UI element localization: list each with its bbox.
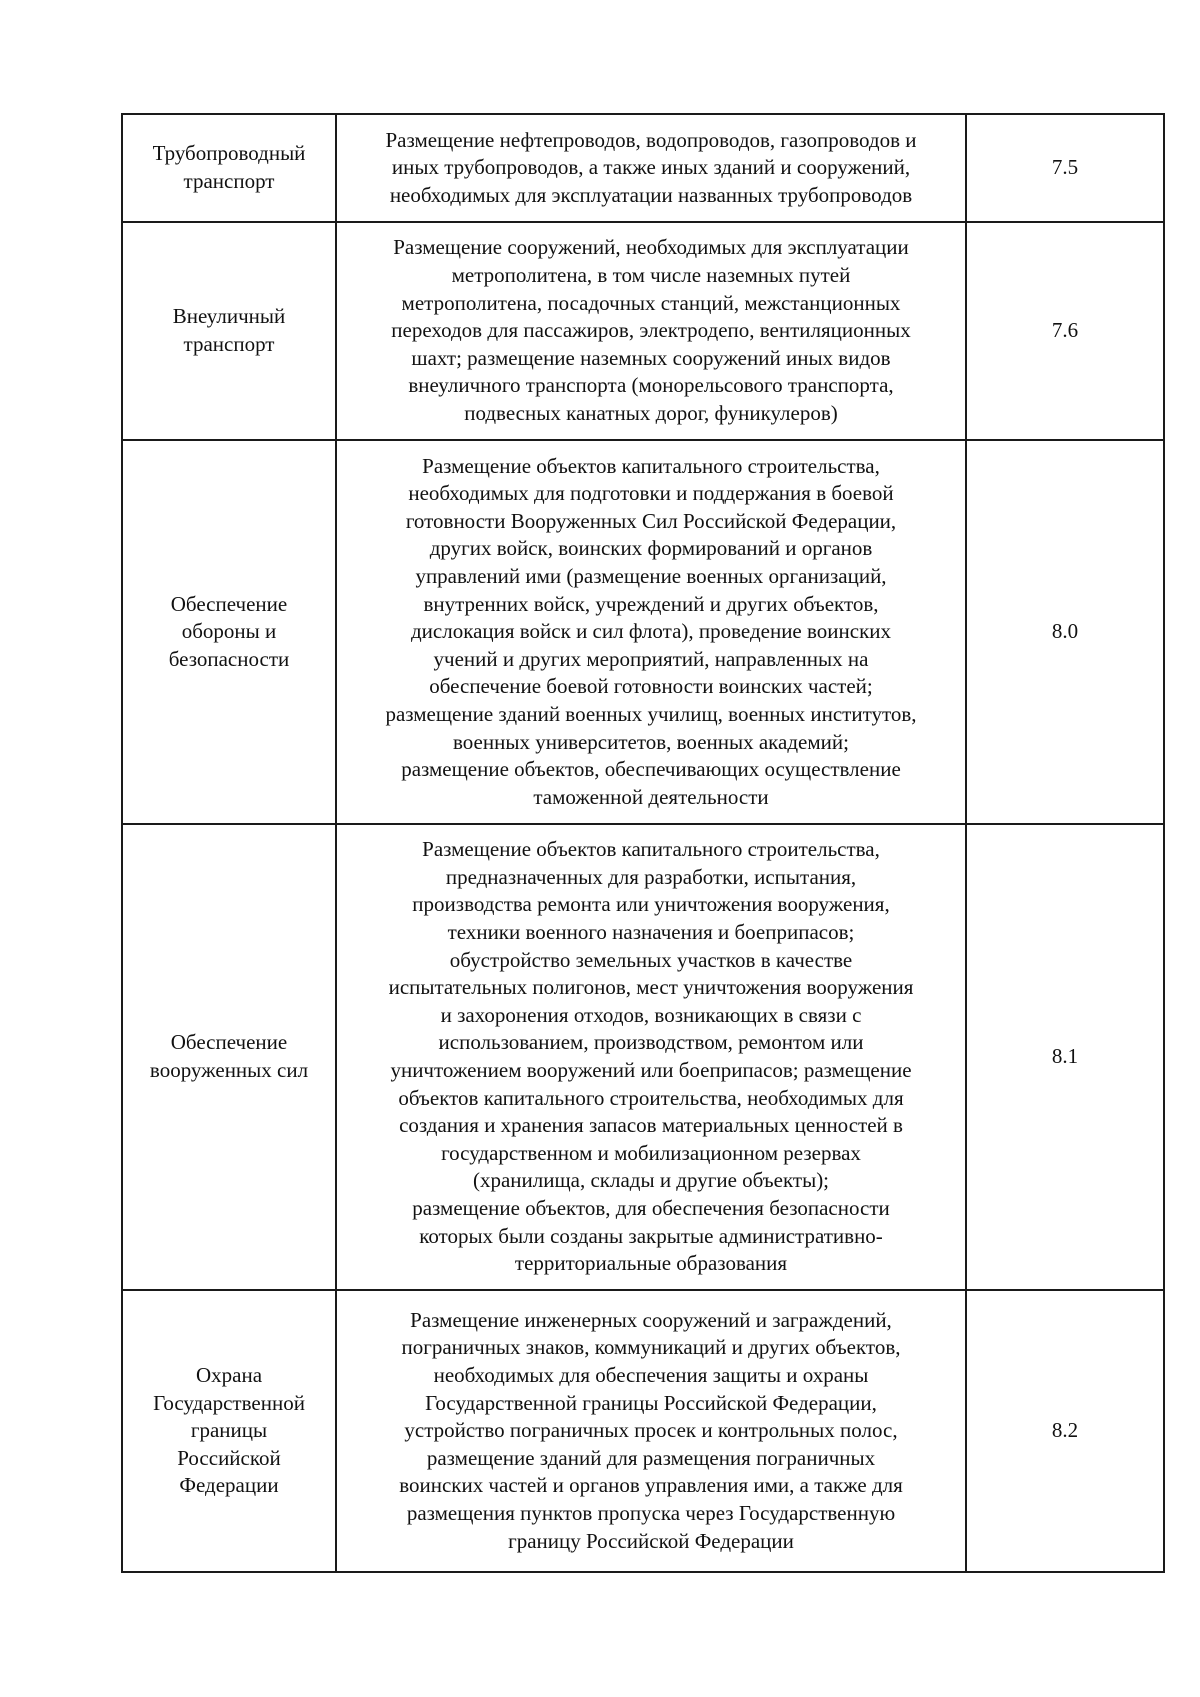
activity-name-line: обороны и — [181, 619, 277, 644]
activity-name-line: вооруженных сил — [149, 1058, 309, 1082]
land-use-table — [121, 113, 1165, 1573]
activity-description-cell — [336, 1290, 966, 1572]
description-line: необходимых для обеспечения защиты и охраны — [433, 1363, 869, 1388]
description-line: управлений ими (размещение военных организаций, — [415, 564, 887, 589]
description-line: Размещение инженерных сооружений и заграждений, — [410, 1307, 892, 1332]
description-line: уничтожением вооружений или боеприпасов; размещение — [390, 1058, 912, 1082]
description-line: Размещение объектов капитального строительства, — [422, 453, 880, 478]
description-line: обустройство земельных участков в качестве — [449, 947, 853, 972]
activity-code: 7.5 — [1051, 155, 1079, 180]
description-line: испытательных полигонов, мест уничтожения вооружения — [388, 975, 914, 1000]
activity-code: 8.0 — [1051, 619, 1079, 644]
activity-code-cell — [966, 222, 1164, 440]
activity-name-line: Обеспечение — [170, 591, 288, 616]
description-line: использованием, производством, ремонтом или — [438, 1030, 864, 1055]
activity-code-cell — [966, 824, 1164, 1290]
description-line: переходов для пассажиров, электродепо, вентиляционных — [391, 318, 911, 343]
description-line: обеспечение боевой готовности воинских частей; — [429, 674, 873, 699]
description-line: необходимых для подготовки и поддержания в боевой — [408, 481, 894, 506]
activity-name-line: Охрана — [195, 1363, 263, 1388]
description-line: размещение объектов, обеспечивающих осуществление — [401, 757, 901, 782]
description-line: объектов капитального строительства, необходимых для — [398, 1085, 904, 1110]
description-line: границу Российской Федерации — [508, 1528, 794, 1553]
table-row — [122, 440, 1164, 824]
description-line: размещение объектов, для обеспечения безопасности — [412, 1195, 890, 1220]
activity-code: 8.2 — [1051, 1418, 1079, 1443]
activity-name-line: Федерации — [179, 1473, 279, 1498]
activity-code: 8.1 — [1051, 1044, 1079, 1069]
description-line: учений и других мероприятий, направленных на — [433, 646, 869, 671]
description-line: создания и хранения запасов материальных ценностей в — [399, 1113, 903, 1138]
description-line: иных трубопроводов, а также иных зданий и сооружений, — [391, 155, 911, 180]
description-line: территориальные образования — [514, 1251, 788, 1276]
description-line: размещения пунктов пропуска через Государственную — [406, 1500, 896, 1525]
activity-description-cell — [336, 440, 966, 824]
table-row — [122, 1290, 1164, 1572]
description-line: метрополитена, в том числе наземных путей — [451, 263, 851, 288]
activity-name-line: безопасности — [168, 646, 290, 671]
activity-name-line: транспорт — [183, 332, 275, 356]
description-line: необходимых для эксплуатации названных трубопроводов — [389, 182, 913, 207]
description-line: предназначенных для разработки, испытания, — [445, 864, 857, 889]
activity-name-cell — [122, 114, 336, 222]
activity-name-line: Внеуличный — [172, 304, 286, 329]
description-line: устройство пограничных просек и контрольных полос, — [404, 1418, 898, 1443]
table-row — [122, 114, 1164, 222]
activity-code-cell — [966, 440, 1164, 824]
activity-name-line: Российской — [177, 1445, 281, 1470]
activity-code-cell — [966, 1290, 1164, 1572]
activity-name-line: Обеспечение — [170, 1030, 288, 1055]
description-line: готовности Вооруженных Сил Российской Федерации, — [405, 508, 897, 533]
activity-description-cell — [336, 114, 966, 222]
activity-name-line: транспорт — [183, 169, 275, 193]
description-line: размещение зданий военных училищ, военных институтов, — [385, 701, 917, 726]
activity-name-line: Государственной — [153, 1390, 305, 1415]
description-line: таможенной деятельности — [533, 784, 769, 809]
activity-name-line: Трубопроводный — [152, 141, 306, 166]
description-line: шахт; размещение наземных сооружений иных видов — [411, 345, 891, 370]
description-line: производства ремонта или уничтожения вооружения, — [412, 892, 890, 917]
activity-name-cell — [122, 1290, 336, 1572]
description-line: государственном и мобилизационном резервах — [441, 1140, 861, 1165]
description-line: воинских частей и органов управления ими, а также для — [399, 1473, 903, 1498]
activity-description-cell — [336, 824, 966, 1290]
description-line: и захоронения отходов, возникающих в связи с — [440, 1002, 862, 1027]
description-line: внеуличного транспорта (монорельсового транспорта, — [408, 373, 894, 398]
description-line: метрополитена, посадочных станций, межстанционных — [401, 290, 901, 315]
description-line: Размещение сооружений, необходимых для эксплуатации — [393, 235, 909, 260]
activity-name-cell — [122, 222, 336, 440]
table-row — [122, 222, 1164, 440]
activity-name-cell — [122, 440, 336, 824]
description-line: военных университетов, военных академий; — [453, 729, 849, 754]
description-line: (хранилища, склады и другие объекты); — [472, 1168, 830, 1193]
activity-name-cell — [122, 824, 336, 1290]
description-line: размещение зданий для размещения пограничных — [426, 1445, 876, 1470]
description-line: Государственной границы Российской Федерации, — [425, 1390, 877, 1415]
description-line: дислокация войск и сил флота), проведение воинских — [410, 619, 892, 644]
description-line: Размещение нефтепроводов, водопроводов, газопроводов и — [385, 127, 917, 152]
description-line: пограничных знаков, коммуникаций и других объектов, — [401, 1335, 901, 1360]
activity-code-cell — [966, 114, 1164, 222]
description-line: подвесных канатных дорог, фуникулеров) — [464, 400, 838, 425]
description-line: других войск, воинских формирований и органов — [429, 536, 873, 561]
table-row — [122, 824, 1164, 1290]
description-line: внутренних войск, учреждений и других объектов, — [423, 591, 879, 616]
description-line: Размещение объектов капитального строительства, — [422, 837, 880, 862]
activity-description-cell — [336, 222, 966, 440]
description-line: которых были созданы закрытые административно- — [419, 1223, 883, 1248]
description-line: техники военного назначения и боеприпасов; — [447, 920, 855, 945]
activity-name-line: границы — [190, 1418, 268, 1443]
activity-code: 7.6 — [1051, 318, 1079, 343]
